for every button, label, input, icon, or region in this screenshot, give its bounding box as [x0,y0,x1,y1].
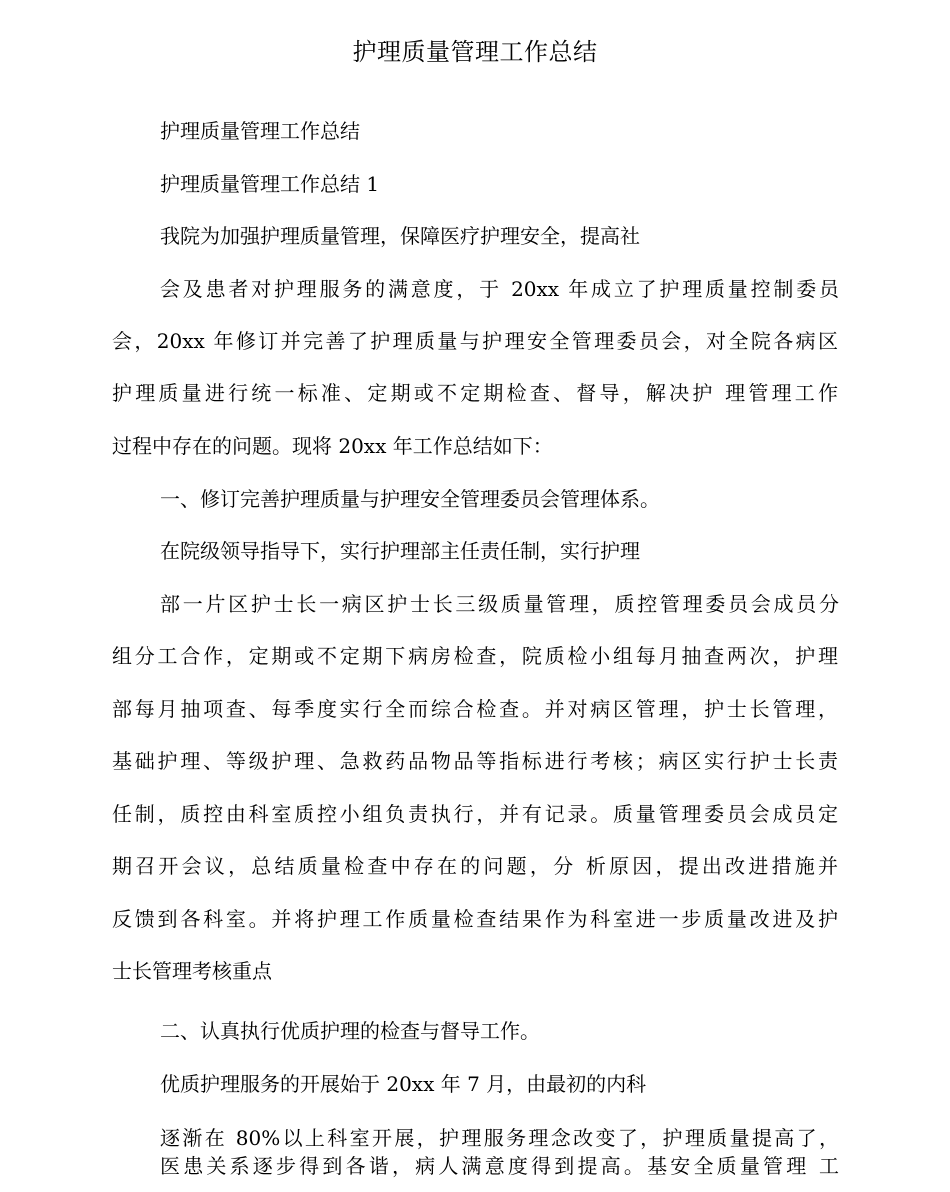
paragraph-line: 部每月抽项查、每季度实行全而综合检查。并对病区管理，护士长管理， [112,697,838,721]
paragraph-line: 逐渐在 80%以上科室开展，护理服务理念改变了，护理质量提高了， [160,1126,839,1150]
paragraph-line: 过程中存在的问题。现将 20xx 年工作总结如下： [112,434,553,458]
paragraph-line: 反馈到各科室。并将护理工作质量检查结果作为科室进一步质量改进及护 [112,907,838,931]
paragraph-line: 期召开会议，总结质量检查中存在的问题，分 析原因，提出改进措施并 [112,854,838,878]
paragraph-line: 任制，质控由科室质控小组负责执行，并有记录。质量管理委员会成员定 [112,802,838,826]
paragraph-line: 基础护理、等级护理、急救药品物品等指标进行考核；病区实行护士长责 [112,749,838,773]
paragraph-line: 部一片区护士长一病区护士长三级质量管理，质控管理委员会成员分 [160,592,839,616]
paragraph-line: 士长管理考核重点 [112,959,272,983]
paragraph-line: 会及患者对护理服务的满意度，于 20xx 年成立了护理质量控制委员 [160,277,839,301]
paragraph-line: 我院为加强护理质量管理，保障医疗护理安全，提高社 [160,224,640,248]
section-heading: 二、认真执行优质护理的检查与督导工作。 [160,1019,540,1043]
paragraph-line: 在院级领导指导下，实行护理部主任责任制，实行护理 [160,539,640,563]
paragraph-line: 护理质量管理工作总结 [160,119,360,143]
paragraph-line: 医患关系逐步得到各谐，病人满意度得到提高。基安全质量管理 工 [160,1154,839,1178]
section-heading: 一、修订完善护理质量与护理安全管理委员会管理体系。 [160,487,660,511]
paragraph-line: 护理质量进行统一标准、定期或不定期检查、督导，解决护 理管理工作 [112,381,838,405]
paragraph-line: 护理质量管理工作总结 1 [160,172,380,196]
document-title: 护理质量管理工作总结 [352,38,598,66]
paragraph-line: 优质护理服务的开展始于 20xx 年 7 月，由最初的内科 [160,1072,647,1096]
paragraph-line: 组分工合作，定期或不定期下病房检查，院质检小组每月抽查两次，护理 [112,644,838,668]
paragraph-line: 会，20xx 年修订并完善了护理质量与护理安全管理委员会，对全院各病区 [112,329,838,353]
